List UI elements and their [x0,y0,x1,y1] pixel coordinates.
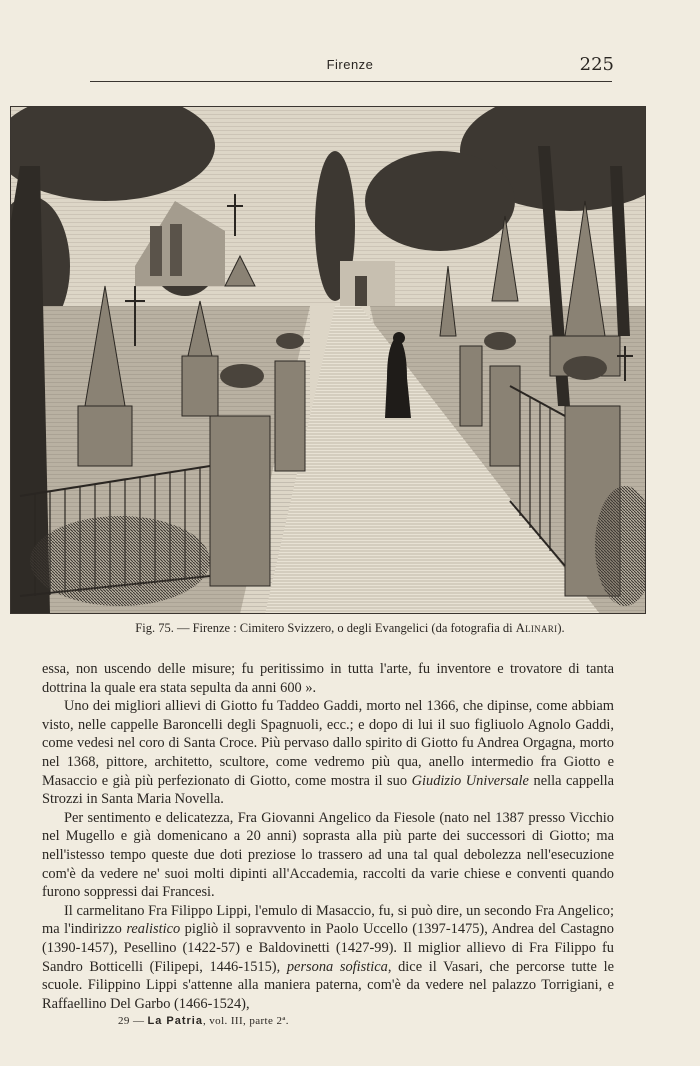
caption-end: ). [557,621,565,635]
footer-rest: , vol. III, parte 2ª. [202,1015,289,1027]
caption-credit: Alinari [515,621,558,635]
paragraph: Per sentimento e delicatezza, Fra Giovanni Angelico da Fiesole (nato nel 1387 presso Vicchio nel Mugello e già domenicano a 20 anni) soprasta alla più parte dei successori di Giotto; ma nell'istesso tempo queste due doti preziose lo trassero ad una tal qual debolezza nell'esecuzione com'è da vedere ne' suoi molti dipinti all'Accademia, raccolti da varie chiese e conventi quando furono soppressi dai Francesi. [42,809,614,901]
paragraph [42,697,614,809]
paragraph-text: Uno dei migliori allievi di Giotto fu Taddeo Gaddi, morto nel 1366, che dipinse, come abbiam visto, nelle cappelle Baroncelli degli Spagnuoli, ecc.; e dopo di lui il suo figliuolo Agnolo Gaddi, come vedesi nel coro di Santa Croce. Più pervaso dallo spirito di Giotto fu Andrea Orgagna, morto nel 1368, pittore, architetto, scultore, come vedremo più qua, anello intermedio fra Giotto e Masaccio e già più perfezionato di Giotto, come mostra il suo [42,698,614,789]
paragraph: essa, non uscendo delle misure; fu peritissimo in tutta l'arte, fu inventore e trovatore di tanta dottrina la quale era stata sepulta da anni 600 ». [42,661,614,696]
paragraph-text: nella cappella Strozzi in Santa Maria Novella. [42,772,614,808]
running-title: Firenze [326,57,374,72]
caption-text: Fig. 75. — Firenze : Cimitero Svizzero, o degli Evangelici (da fotografia di [135,621,516,635]
italic-term: realistico [126,921,181,938]
footer-sig: 29 — [118,1015,148,1027]
body-text [42,660,614,1013]
footer-signature [118,1015,289,1027]
page-number: 225 [579,54,614,75]
footer-title: La Patria [147,1015,203,1027]
running-header [0,54,700,79]
paragraph-text: Il carmelitano Fra Filippo Lippi, l'emulo di Masaccio, fu, si può dire, un secondo Fra Angelico; ma l'indirizzo [42,902,614,938]
figure-engraving [10,106,646,614]
italic-term: persona sofistica [286,958,388,975]
paragraph [42,902,614,1014]
cemetery-illustration [10,106,646,614]
paragraph-text: , dice il Vasari, che percorse tutte le scuole. Filippino Lippi s'attenne alla maniera paterna, com'è da vedere nel palazzo Torrigiani, e Raffaellino Del Garbo (1466-1524), [42,958,614,1012]
header-rule [90,81,612,82]
paragraph-text: pigliò il sopravvento in Paolo Uccello (1397-1475), Andrea del Castagno (1390-1457), Pesellino (1422-57) e Baldovinetti (1427-99). Il miglior allievo di Fra Filippo fu Sandro Botticelli (Filipepi, 1446-1515), [42,921,615,975]
italic-title: Giudizio Universale [411,772,529,789]
figure-caption [0,621,700,636]
